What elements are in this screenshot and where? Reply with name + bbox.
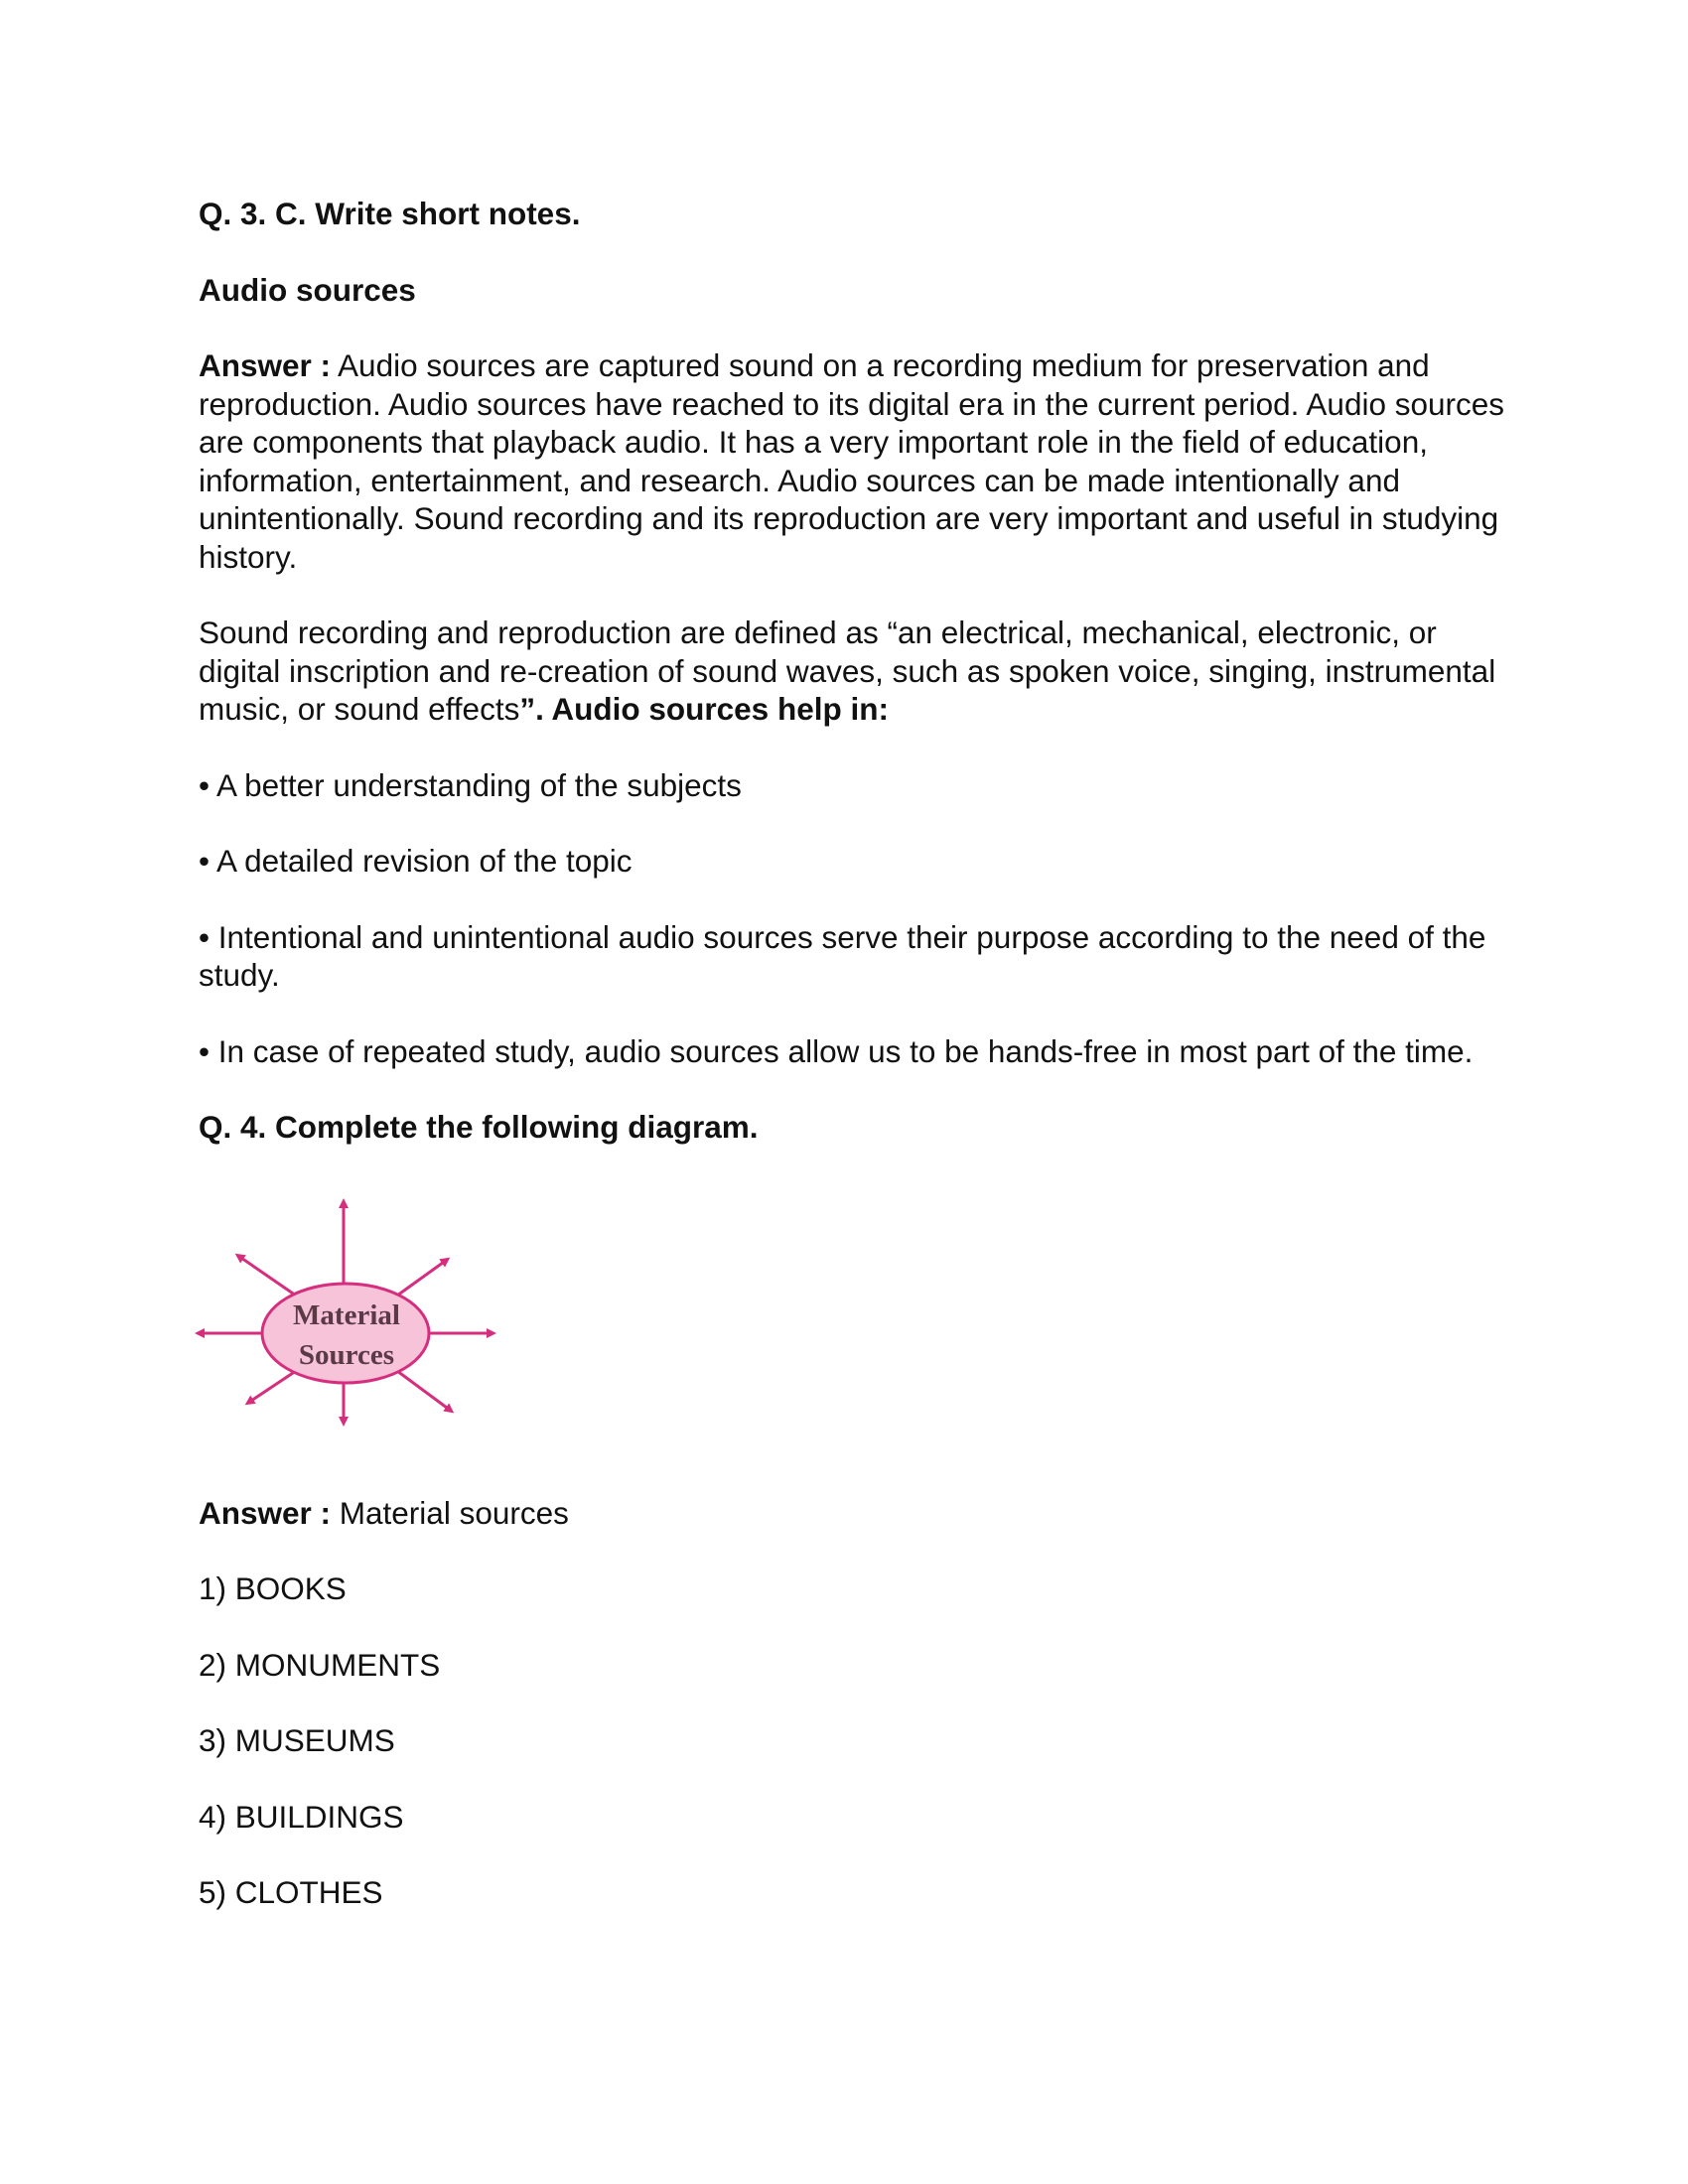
arrow-down-right — [397, 1371, 451, 1411]
list-item: 1) BOOKS — [199, 1570, 347, 1606]
answer-2-paragraph — [199, 1494, 1519, 1533]
definition-paragraph — [199, 614, 1519, 729]
answer-2-text: Material sources — [331, 1494, 569, 1531]
question-4-heading: Q. 4. Complete the following diagram. — [199, 1109, 759, 1145]
list-item: 2) MONUMENTS — [199, 1646, 441, 1683]
definition-text: Sound recording and reproduction are defined as “an electrical, mechanical, electronic, or digital inscription and re-creation of sound waves, such as spoken voice, singing, instrumental music, or sound effects — [199, 614, 1496, 727]
answer-label: Answer : — [199, 347, 332, 383]
arrow-down-left — [248, 1371, 296, 1403]
list-item: 3) MUSEUMS — [199, 1722, 395, 1758]
bullet-item: • Intentional and unintentional audio sources serve their purpose according to the need of the study. — [199, 918, 1486, 993]
answer-paragraph — [199, 346, 1519, 576]
arrow-up-right — [397, 1260, 447, 1296]
center-label-line2: Sources — [298, 1338, 395, 1371]
list-item: 4) BUILDINGS — [199, 1798, 404, 1835]
arrow-up-left — [238, 1256, 296, 1296]
bullet-item: • In case of repeated study, audio sources allow us to be hands-free in most part of the time. — [199, 1032, 1474, 1069]
material-sources-diagram — [193, 1184, 630, 1472]
answer-2-label: Answer : — [199, 1494, 332, 1531]
question-3-heading: Q. 3. C. Write short notes. — [199, 196, 581, 231]
definition-bold-tail: ”. Audio sources help in: — [519, 691, 889, 727]
answer-text: Audio sources are captured sound on a recording medium for preservation and reproduction. Audio sources have reached to its digital era in the current period. Audio sources are components that playback audio. It has a very important role in the field of education, information, entertainment, and research. Audio sources can be made intentionally and unintentionally. Sound recording and its reproduction are very important and useful in studying history. — [199, 347, 1505, 575]
topic-heading: Audio sources — [199, 271, 416, 308]
bullet-item: • A better understanding of the subjects — [199, 766, 742, 803]
center-label-line1: Material — [293, 1298, 400, 1331]
bullet-item: • A detailed revision of the topic — [199, 843, 633, 879]
document-page — [199, 195, 1519, 1950]
list-item: 5) CLOTHES — [199, 1874, 383, 1910]
diagram-svg — [193, 1184, 630, 1472]
